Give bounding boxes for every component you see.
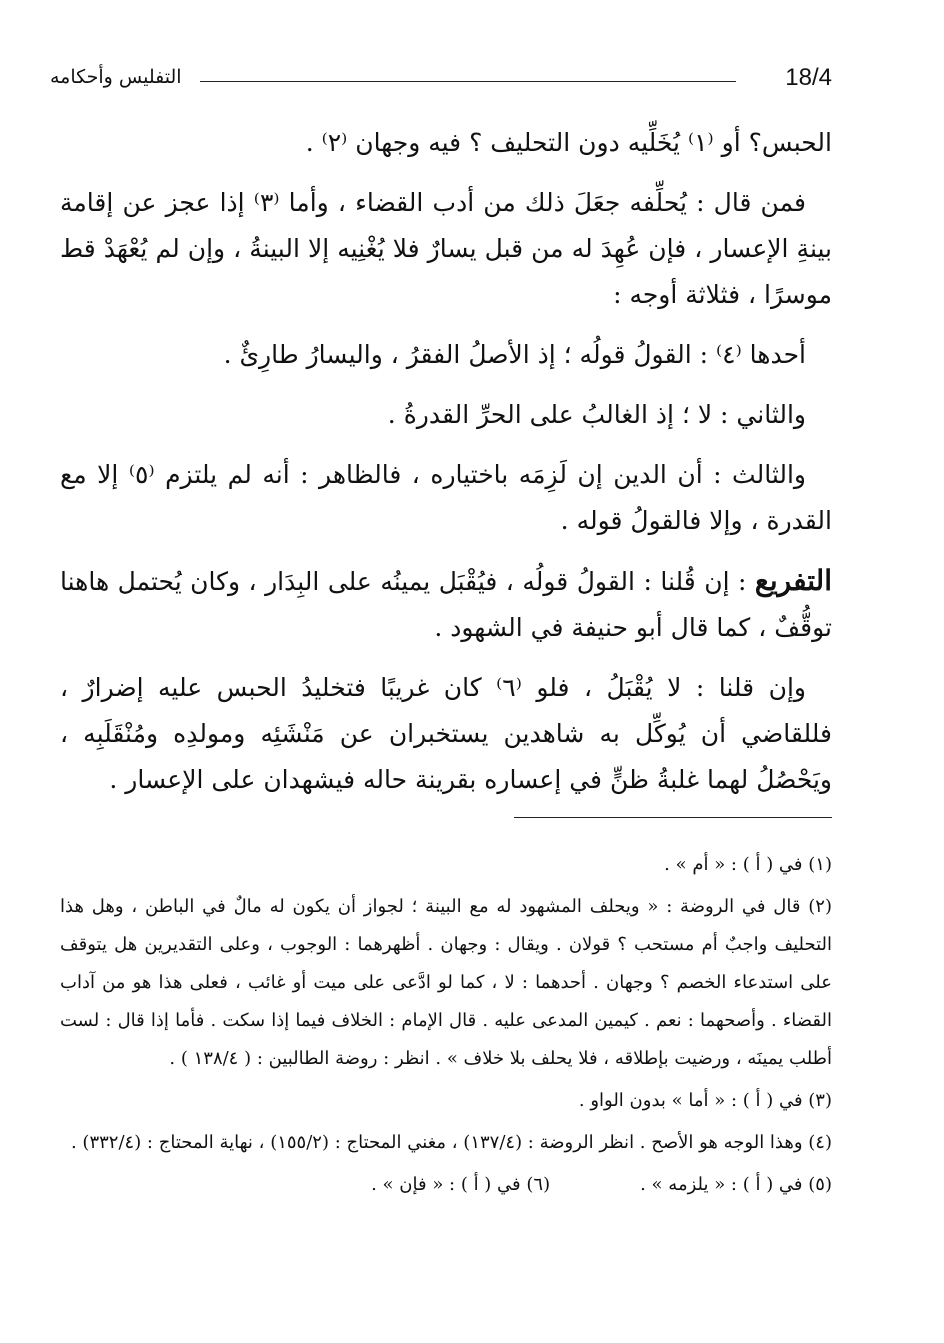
footnote-2: (٢) قال في الروضة : « ويحلف المشهود له مع البينة ؛ لجواز أن يكون له مالٌ في الباطن ، وهل هذا التحليف واجبٌ أم مستحب ؟ قولان . ويقال : وجهان . أظهرهما : الوجوب ، وعلى التقديرين هل يتوقف على استدعاء الخصم ؟ وجهان . أحدهما : لا ، كما لو ادَّعى على ميت أو غائب ، فعلى هذا هو من آداب القضاء . وأصحهما : نعم . كيمين المدعى عليه . قال الإمام : الخلاف فيما إذا سكت . فأما إذا قال : لست أطلب يمينَه ، ورضيت بإطلاقه ، فلا يحلف بلا خلاف » . انظر : روضة الطالبين : ( ١٣٨/٤ ) . <box>60 896 832 1069</box>
footnote-5: (٥) في ( أ ) : « يلزمه » . <box>640 1174 832 1195</box>
footnote-separator <box>514 817 832 818</box>
paragraph-4: والثاني : لا ؛ إذ الغالبُ على الحرِّ القدرةُ . <box>387 400 806 429</box>
footnote-row <box>60 1166 832 1204</box>
footnotes <box>60 846 832 1204</box>
paragraph-7: وإن قلنا : لا يُقْبَلُ ، فلو ⁽٦⁾ كان غريبًا فتخليدُ الحبس عليه إضرارٌ ، فللقاضي أن يُوكِّل به شاهدين يستخبران عن مَنْشَئِه ومولدِه ومُنْقَلَبِه ، ويَحْصُلُ لهما غلبةُ ظنٍّ في إعساره بقرينة حاله فيشهدان على الإعسار . <box>60 673 832 794</box>
footnote-4: (٤) وهذا الوجه هو الأصح . انظر الروضة : (١٣٧/٤) ، مغني المحتاج : (١٥٥/٢) ، نهاية المحتاج : (٣٣٢/٤) . <box>70 1132 832 1153</box>
paragraph-3: أحدها ⁽٤⁾ : القولُ قولُه ؛ إذ الأصلُ الفقرُ ، واليسارُ طارِئٌ . <box>223 340 806 369</box>
footnote-6: (٦) في ( أ ) : « فإن » . <box>371 1174 551 1195</box>
footnote-3: (٣) في ( أ ) : « أما » بدون الواو . <box>578 1090 832 1111</box>
footnote-1: (١) في ( أ ) : « أم » . <box>664 854 832 875</box>
running-header <box>50 60 832 100</box>
page-number: 18/4 <box>785 64 832 91</box>
paragraph-5: والثالث : أن الدين إن لَزِمَه باختياره ، فالظاهر : أنه لم يلتزم ⁽٥⁾ إلا مع القدرة ، وإلا فالقولُ قوله . <box>60 460 832 535</box>
heading-keyword: التفريع <box>754 564 832 597</box>
paragraph-2: فمن قال : يُحلِّفه جعَلَ ذلك من أدب القضاء ، وأما ⁽٣⁾ إذا عجز عن إقامة بينةِ الإعسار ، فإن عُهِدَ له من قبل يسارٌ فلا يُغْنِيه إلا البينةُ ، وإن لم يُعْهَدْ قط موسرًا ، فثلاثة أوجه : <box>60 188 832 309</box>
header-rule <box>200 81 736 82</box>
main-text <box>60 120 832 817</box>
paragraph-6 <box>60 558 832 651</box>
running-title: التفليس وأحكامه <box>50 66 182 88</box>
paragraph-6-text: : إن قُلنا : القولُ قولُه ، فيُقْبَل يمينُه على البِدَار ، وكان يُحتمل هاهنا توقُّفٌ ، كما قال أبو حنيفة في الشهود . <box>60 567 832 642</box>
paragraph-1: الحبس؟ أو ⁽١⁾ يُخَلِّيه دون التحليف ؟ فيه وجهان ⁽٢⁾ . <box>305 128 832 157</box>
